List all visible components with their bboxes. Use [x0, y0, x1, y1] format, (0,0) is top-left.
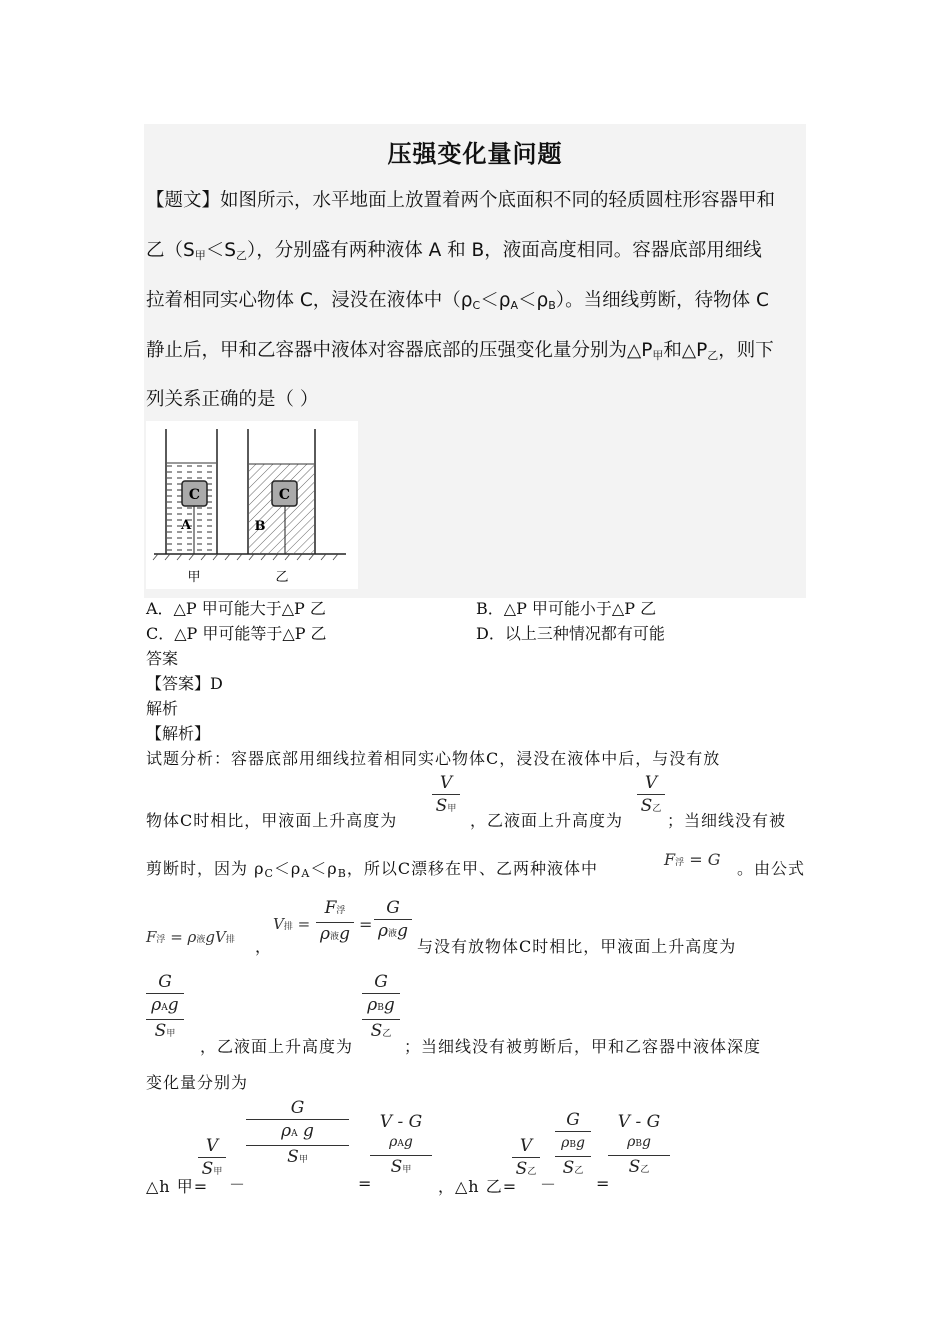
solution-line-4b: 与没有放物体C时相比，甲液面上升高度为	[417, 937, 737, 956]
option-b[interactable]: B．△P 甲可能小于△P 乙	[476, 599, 657, 618]
formula-v-displaced: V排 =	[273, 915, 311, 933]
liquid-a-label: A	[180, 518, 192, 533]
question-line-5: 列关系正确的是（ ）	[146, 389, 319, 410]
containers-diagram	[146, 421, 358, 589]
question-line-3: 拉着相同实心物体 C，浸没在液体中$(\rho_C<\rho_A<\rho_B)$。当细线剪断，待物体 C	[146, 290, 769, 312]
option-a[interactable]: A．△P 甲可能大于△P 乙	[146, 599, 326, 618]
fraction-dh-jia-1: V S甲	[198, 1136, 226, 1182]
formula-float-equals-g: F浮 = G	[664, 850, 721, 869]
solution-line-2b: ，乙液面上升高度为	[470, 811, 624, 830]
delta-h-yi-label: ，△h 乙=	[438, 1177, 518, 1196]
solution-line-2c: ；当细线没有被	[667, 811, 787, 830]
equals-1: =	[358, 1174, 372, 1193]
question-line-2: 乙$(S_甲<S_乙)$，分别盛有两种液体 A 和 B，液面高度相同。容器底部用细线	[146, 240, 762, 262]
equals-2: =	[596, 1174, 610, 1193]
minus-2: －	[540, 1175, 557, 1194]
container-yi-label: 乙	[275, 570, 289, 585]
answer-heading: 答案	[146, 649, 179, 668]
page-title: 压强变化量问题	[387, 140, 563, 168]
container-jia-label: 甲	[187, 570, 201, 585]
solution-line-2a: 物体C时相比，甲液面上升高度为	[146, 811, 398, 830]
fraction-dh-yi-3: V - G ρBg S乙	[608, 1112, 670, 1180]
fraction-v-over-s-jia: V S甲	[432, 773, 460, 819]
analysis-tag: 【解析】	[146, 724, 211, 743]
liquid-b-label: B	[254, 519, 266, 534]
solution-line-5a: ，乙液面上升高度为	[200, 1037, 354, 1056]
solution-line-3e: 。由公式	[737, 859, 806, 878]
fraction-rise-yi: G ρBg S乙	[362, 972, 400, 1044]
fraction-dh-jia-2: G ρA g S甲	[246, 1098, 349, 1170]
answer-text: 【答案】D	[146, 674, 223, 693]
fraction-f-over-rho-g: F浮 ρ液g	[316, 898, 354, 947]
option-c[interactable]: C．△P 甲可能等于△P 乙	[146, 624, 327, 643]
solution-line-1: 试题分析：容器底部用细线拉着相同实心物体C，浸没在液体中后，与没有放	[146, 749, 721, 768]
liquid-b	[249, 464, 314, 554]
block-c-yi-label: C	[278, 487, 291, 503]
solution-line-5b: ；当细线没有被剪断后，甲和乙容器中液体深度	[404, 1037, 762, 1056]
fraction-dh-yi-1: V S乙	[512, 1136, 540, 1182]
fraction-dh-jia-3: V - G ρAg S甲	[370, 1112, 432, 1180]
analysis-heading: 解析	[146, 699, 179, 718]
solution-line-3: 剪断时，因为 $\rho_C<\rho_A<\rho_B$，所以C漂移在甲、乙两种液体中	[146, 859, 599, 880]
liquid-a	[167, 463, 216, 554]
equals-sign: =	[359, 915, 373, 934]
block-c-jia-label: C	[188, 487, 201, 503]
question-line-4: 静止后，甲和乙容器中液体对容器底部的压强变化量分别为$\triangle P_甲$和$\triangle P_乙$，则下	[146, 340, 774, 362]
solution-line-6: 变化量分别为	[146, 1073, 249, 1092]
solution-line-4a: ，	[255, 937, 273, 956]
option-d[interactable]: D．以上三种情况都有可能	[476, 624, 665, 643]
fraction-v-over-s-yi: V S乙	[637, 773, 665, 819]
fraction-rise-jia: G ρAg S甲	[146, 972, 184, 1044]
minus-1: －	[229, 1175, 246, 1194]
formula-buoyancy: F浮 = ρ液gV排	[146, 928, 235, 946]
question-line-1: 【题文】如图所示，水平地面上放置着两个底面积不同的轻质圆柱形容器甲和	[146, 190, 776, 211]
fraction-dh-yi-2: G ρBg S乙	[555, 1110, 591, 1181]
containers-figure	[146, 421, 358, 589]
delta-h-jia-label: △h 甲=	[146, 1177, 209, 1196]
fraction-g-over-rho-g: G ρ液g	[374, 898, 412, 944]
